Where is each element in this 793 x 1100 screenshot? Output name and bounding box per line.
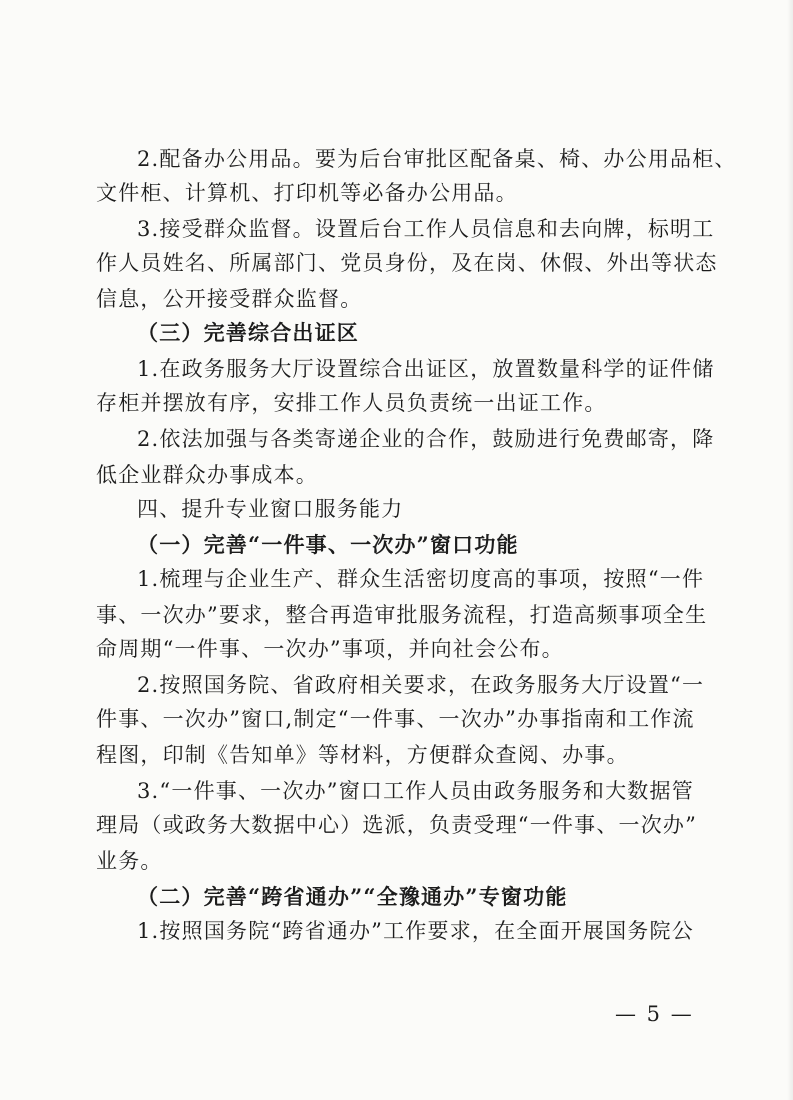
paragraph-line: 存柜并摆放有序，安排工作人员负责统一出证工作。 (96, 391, 607, 415)
paragraph-line: 3.接受群众监督。设置后台工作人员信息和去向牌，标明工 (137, 217, 715, 241)
paragraph-line: 3.“一件事、一次办”窗口工作人员由政务服务和大数据管 (137, 779, 694, 803)
section-heading: （二）完善“跨省通办”“全豫通办”专窗功能 (137, 884, 568, 909)
paragraph-line: 2.配备办公用品。要为后台审批区配备桌、椅、办公用品柜、 (137, 147, 737, 171)
section-heading: （三）完善综合出证区 (137, 320, 359, 345)
paragraph-line: 1.在政务服务大厅设置综合出证区，放置数量科学的证件储 (137, 357, 715, 381)
paragraph-line: 信息，公开接受群众监督。 (96, 287, 363, 311)
paragraph-line: 低企业群众办事成本。 (96, 463, 318, 487)
paragraph-line: 作人员姓名、所属部门、党员身份，及在岗、休假、外出等状态 (96, 251, 718, 275)
paragraph-line: 事、一次办”要求，整合再造审批服务流程，打造高频事项全生 (96, 603, 708, 627)
paragraph-line: 1.梳理与企业生产、群众生活密切度高的事项，按照“一件 (137, 567, 705, 591)
paragraph-line: 命周期“一件事、一次办”事项，并向社会公布。 (96, 637, 564, 661)
paragraph-line: 业务。 (96, 849, 163, 873)
paragraph-line: 2.按照国务院、省政府相关要求，在政务服务大厅设置“一 (137, 673, 705, 697)
paragraph-line: 文件柜、计算机、打印机等必备办公用品。 (96, 181, 518, 205)
paragraph-line: 1.按照国务院“跨省通办”工作要求，在全面开展国务院公 (137, 919, 694, 943)
section-heading: （一）完善“一件事、一次办”窗口功能 (137, 532, 519, 557)
paragraph-line: 理局（或政务大数据中心）选派，负责受理“一件事、一次办” (96, 813, 698, 837)
paragraph-line: 程图，印制《告知单》等材料，方便群众查阅、办事。 (96, 743, 629, 767)
paragraph-line: 件事、一次办”窗口,制定“一件事、一次办”办事指南和工作流 (96, 707, 695, 731)
page-number: — 5 — (615, 1002, 694, 1026)
scan-edge-shadow (787, 0, 793, 1100)
paragraph-line: 2.依法加强与各类寄递企业的合作，鼓励进行免费邮寄，降 (137, 427, 715, 451)
chapter-heading: 四、提升专业窗口服务能力 (137, 497, 404, 521)
